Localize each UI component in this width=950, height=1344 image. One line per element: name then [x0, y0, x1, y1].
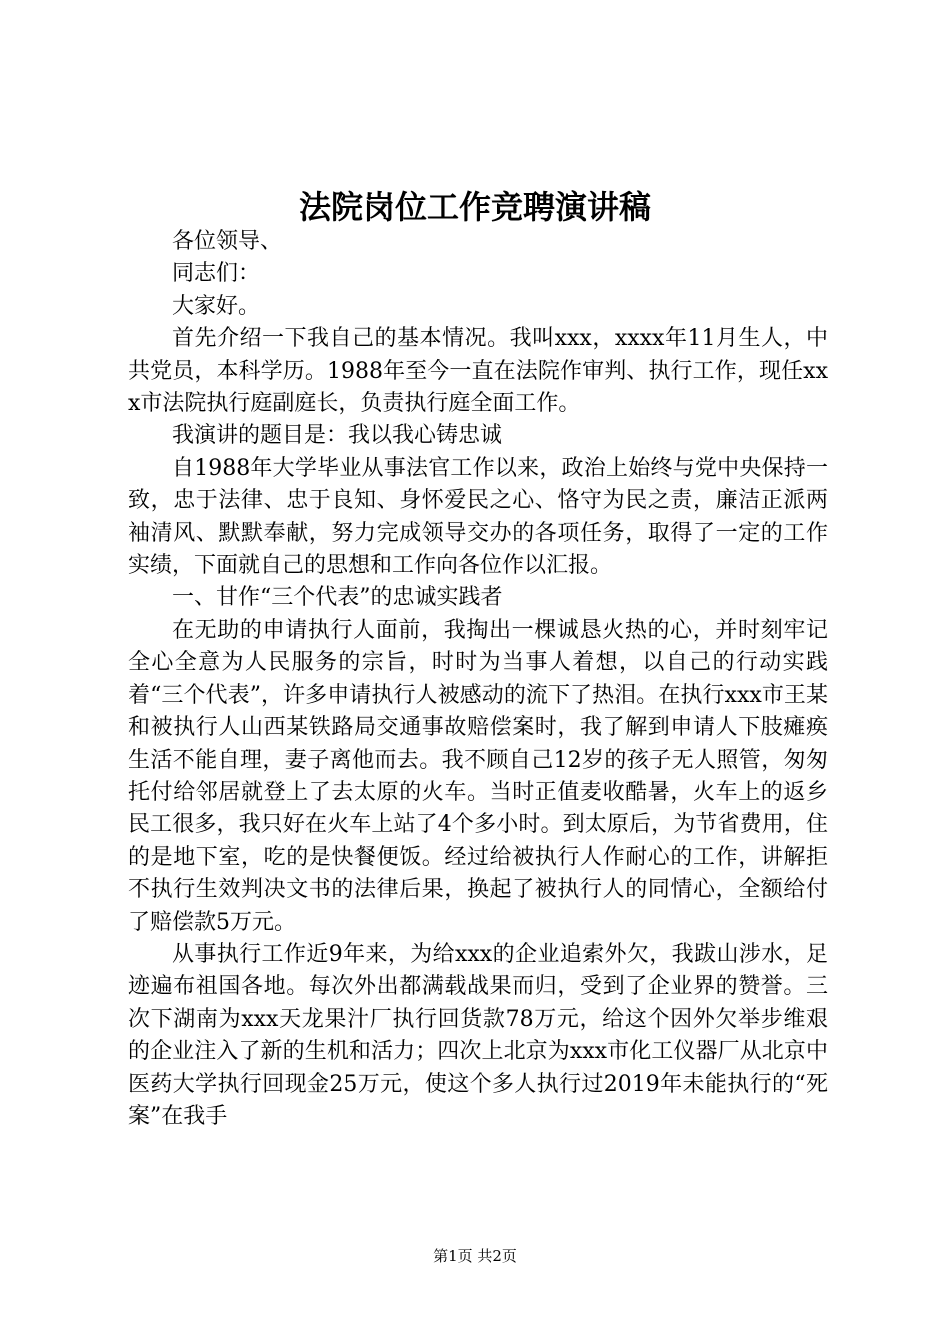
paragraph-introduction: 首先介绍一下我自己的基本情况。我叫xxx，xxxx年11月生人，中共党员，本科学历。1988年至今一直在法院作审判、执行工作，现任xxx市法院执行庭副庭长，负责执行庭全面工作。 [128, 326, 828, 417]
paragraph-overview: 自1988年大学毕业从事法官工作以来，政治上始终与党中央保持一致，忠于法律、忠于良知、身怀爱民之心、恪守为民之责，廉洁正派两袖清风、默默奉献，努力完成领导交办的各项任务，取得了一定的工作实绩，下面就自己的思想和工作向各位作以汇报。 [128, 455, 828, 579]
salutation-leaders: 各位领导、 [172, 229, 283, 254]
document-body [128, 226, 828, 1133]
salutation-comrades: 同志们： [172, 261, 261, 287]
page-footer: 第1页 共2页 [433, 1247, 517, 1265]
greeting: 大家好。 [172, 293, 261, 319]
paragraph-case-story: 在无助的申请执行人面前，我掏出一棵诚恳火热的心，并时刻牢记全心全意为人民服务的宗旨，时时为当事人着想，以自己的行动实践着“三个代表”，许多申请执行人被感动的流下了热泪。在执行xxx市王某和被执行人山西某铁路局交通事故赔偿案时，我了解到申请人下肢瘫痪生活不能自理，妻子离他而去。我不顾自己12岁的孩子无人照管，匆匆托付给邻居就登上了去太原的火车。当时正值麦收酷暑，火车上的返乡民工很多，我只好在火车上站了4个多小时。到太原后，为节省费用，住的是地下室，吃的是快餐便饭。经过给被执行人作耐心的工作，讲解拒不执行生效判决文书的法律后果，换起了被执行人的同情心，全额给付了赔偿款5万元。 [128, 617, 828, 935]
section-heading-1: 一、甘作“三个代表”的忠诚实践者 [172, 585, 503, 611]
paragraph-speech-topic: 我演讲的题目是：我以我心铸忠诚 [172, 423, 503, 449]
paragraph-execution-work: 从事执行工作近9年来，为给xxx的企业追索外欠，我跋山涉水，足迹遍布祖国各地。每次外出都满载战果而归，受到了企业界的赞誉。三次下湖南为xxx天龙果汁厂执行回货款78万元，给这个因外欠举步维艰的企业注入了新的生机和活力；四次上北京为xxx市化工仪器厂从北京中医药大学执行回现金25万元，使这个多人执行过2019年未能执行的“死案”在我手 [128, 941, 828, 1129]
document-title: 法院岗位工作竞聘演讲稿 [298, 188, 651, 226]
